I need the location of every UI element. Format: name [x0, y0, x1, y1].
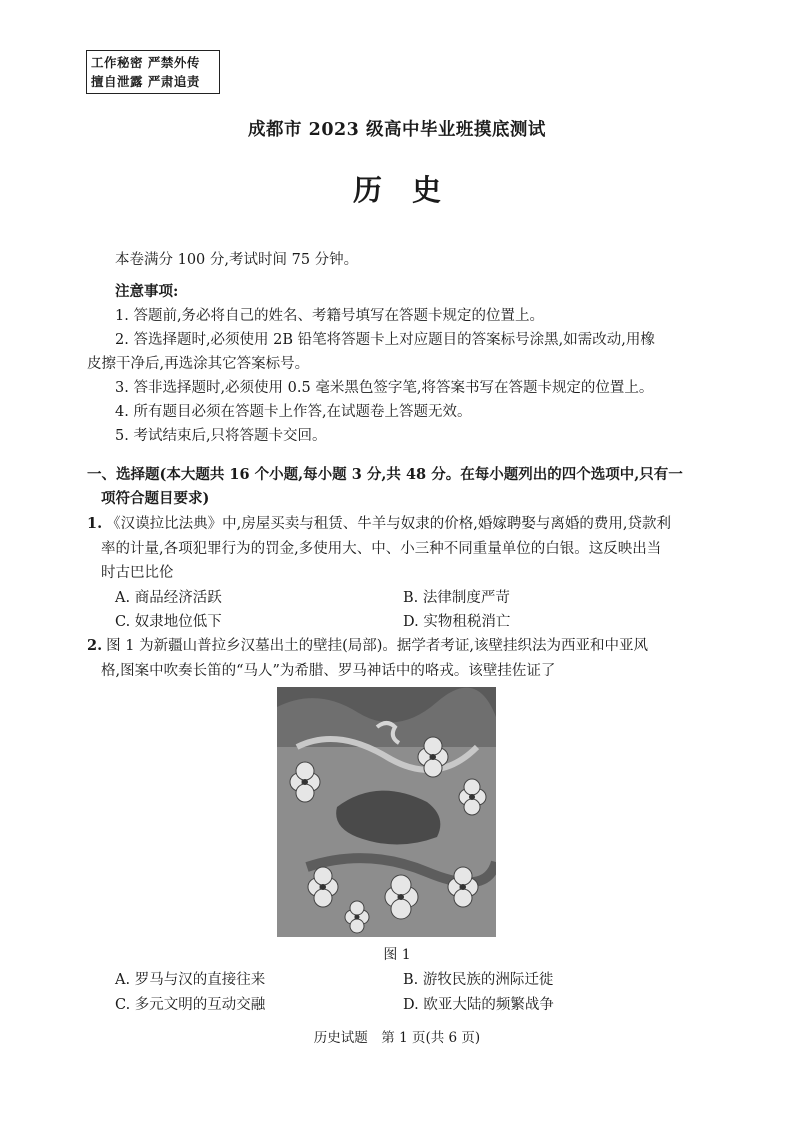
q2-option-d: D. 欧亚大陆的频繁战争 [403, 997, 554, 1013]
figure-tapestry-image [277, 687, 496, 937]
subject-title: 历史 [352, 173, 471, 207]
question-text: 《汉谟拉比法典》中,房屋买卖与租赁、牛羊与奴隶的价格,婚嫁聘娶与离婚的费用,贷款利 [106, 516, 671, 532]
q2-option-b: B. 游牧民族的洲际迁徙 [403, 972, 554, 988]
note-item-1: 1. 答题前,务必将自己的姓名、考籍号填写在答题卡规定的位置上。 [115, 308, 545, 324]
notes-title: 注意事项: [115, 283, 179, 300]
question-number: 2. [87, 637, 103, 654]
note-item-2: 2. 答选择题时,必须使用 2B 铅笔将答题卡上对应题目的答案标号涂黑,如需改动,用橡 [115, 332, 655, 348]
q2-option-c: C. 多元文明的互动交融 [115, 997, 266, 1013]
question-2-line-2: 格,图案中吹奏长笛的“马人”为希腊、罗马神话中的咯戎。该壁挂佐证了 [101, 663, 556, 679]
q1-option-c: C. 奴隶地位低下 [115, 614, 222, 630]
section-heading-cont: 项符合题目要求) [101, 490, 210, 507]
stamp-line-1: 工作秘密 严禁外传 [91, 55, 200, 70]
page-footer: 历史试题 第 1 页(共 6 页) [313, 1030, 481, 1046]
question-2 [87, 634, 648, 655]
note-item-5: 5. 考试结束后,只将答题卡交回。 [115, 428, 327, 444]
q1-option-b: B. 法律制度严苛 [403, 590, 510, 606]
confidential-stamp [86, 50, 220, 94]
figure-caption: 图 1 [383, 947, 411, 963]
stamp-line-2: 擅自泄露 严肃追责 [91, 74, 200, 89]
exam-title: 成都市 2023 级高中毕业班摸底测试 [248, 120, 546, 140]
note-item-4: 4. 所有题目必须在答题卡上作答,在试题卷上答题无效。 [115, 404, 472, 420]
note-item-2-cont: 皮擦干净后,再选涂其它答案标号。 [87, 356, 310, 372]
q2-option-a: A. 罗马与汉的直接往来 [115, 972, 266, 988]
question-text: 图 1 为新疆山普拉乡汉墓出土的壁挂(局部)。据学者考证,该壁挂织法为西亚和中亚风 [106, 638, 649, 654]
question-1-line-3: 时古巴比伦 [101, 565, 174, 581]
tapestry-illustration [277, 687, 496, 937]
question-1-line-2: 率的计量,各项犯罪行为的罚金,多使用大、中、小三种不同重量单位的白银。这反映出当 [101, 541, 662, 557]
question-number: 1. [87, 515, 103, 532]
question-1 [87, 512, 671, 533]
note-item-3: 3. 答非选择题时,必须使用 0.5 毫米黑色签字笔,将答案书写在答题卡规定的位置上。 [115, 380, 654, 396]
section-heading: 一、选择题(本大题共 16 个小题,每小题 3 分,共 48 分。在每小题列出的四个选项中,只有一 [87, 466, 683, 483]
intro-text: 本卷满分 100 分,考试时间 75 分钟。 [115, 252, 359, 268]
q1-option-d: D. 实物租税消亡 [403, 614, 511, 630]
q1-option-a: A. 商品经济活跃 [115, 590, 222, 606]
